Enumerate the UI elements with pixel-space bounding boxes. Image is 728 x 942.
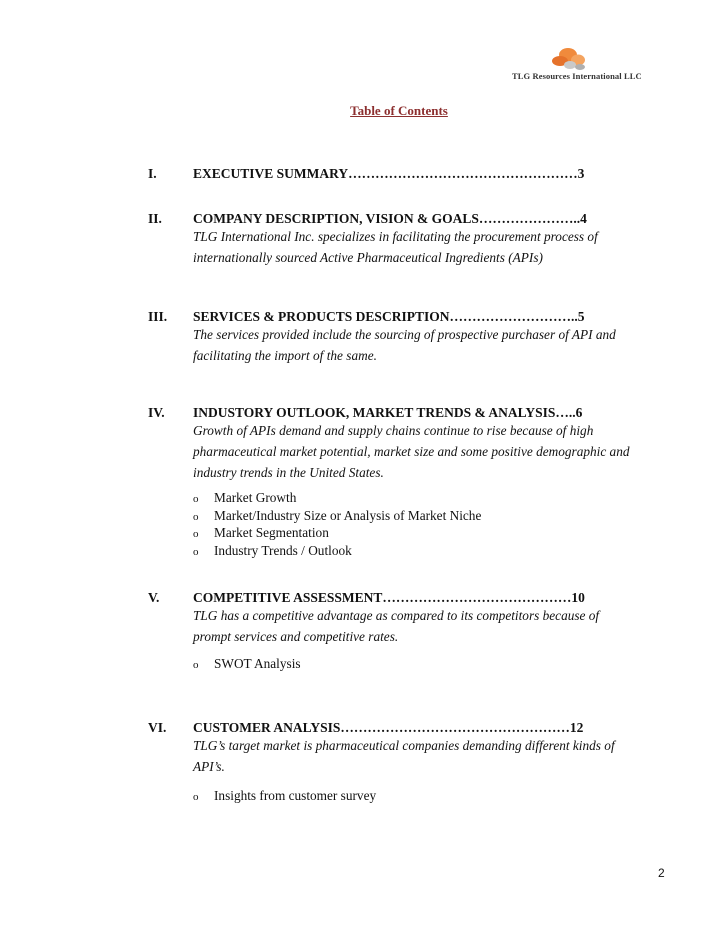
- page-number: 2: [658, 866, 665, 880]
- page-title: Table of Contents: [350, 103, 448, 118]
- list-item: o Market Segmentation: [193, 525, 329, 540]
- bullet-list: [193, 656, 301, 674]
- logo-text: TLG Resources International LLC: [512, 71, 642, 81]
- section-number: IV.: [148, 405, 165, 420]
- section-number: III.: [148, 309, 168, 324]
- bullet-list: [193, 788, 376, 806]
- section-description: TLG has a competitive advantage as compared to its competitors because of prompt services and competitive rates.: [193, 608, 600, 644]
- section-description: Growth of APIs demand and supply chains continue to rise because of high pharmaceutical market potential, market size and some positive demographic and industry trends in the United States.: [193, 423, 630, 480]
- list-item: o Market Growth: [193, 490, 297, 505]
- section-heading: CUSTOMER ANALYSIS……………………………………………12: [193, 720, 584, 735]
- section-number: II.: [148, 211, 162, 226]
- company-logo: [508, 46, 678, 86]
- logo-swirl-icon: [536, 46, 596, 74]
- section-description: TLG’s target market is pharmaceutical companies demanding different kinds of API’s.: [193, 738, 615, 774]
- bullet-list: [193, 490, 481, 560]
- section-number: V.: [148, 590, 160, 605]
- list-item: o SWOT Analysis: [193, 656, 301, 671]
- section-number: I.: [148, 166, 157, 181]
- section-heading: INDUSTORY OUTLOOK, MARKET TRENDS & ANALYSIS…..6: [193, 405, 583, 420]
- list-item: o Insights from customer survey: [193, 788, 377, 803]
- section-description: The services provided include the sourcing of prospective purchaser of API and facilitating the import of the same.: [193, 327, 616, 363]
- section-heading: COMPETITIVE ASSESSMENT……………………………………10: [193, 590, 585, 605]
- section-heading: EXECUTIVE SUMMARY……………………………………………3: [193, 166, 585, 181]
- section-heading: COMPANY DESCRIPTION, VISION & GOALS…………………..4: [193, 211, 587, 226]
- list-item: o Industry Trends / Outlook: [193, 542, 352, 558]
- section-heading: SERVICES & PRODUCTS DESCRIPTION………………………..5: [193, 309, 585, 324]
- list-item: o Market/Industry Size or Analysis of Market Niche: [193, 507, 482, 523]
- section-description: TLG International Inc. specializes in facilitating the procurement process of internationally sourced Active Pharmaceutical Ingredients (APIs): [193, 229, 598, 265]
- section-number: VI.: [148, 720, 167, 735]
